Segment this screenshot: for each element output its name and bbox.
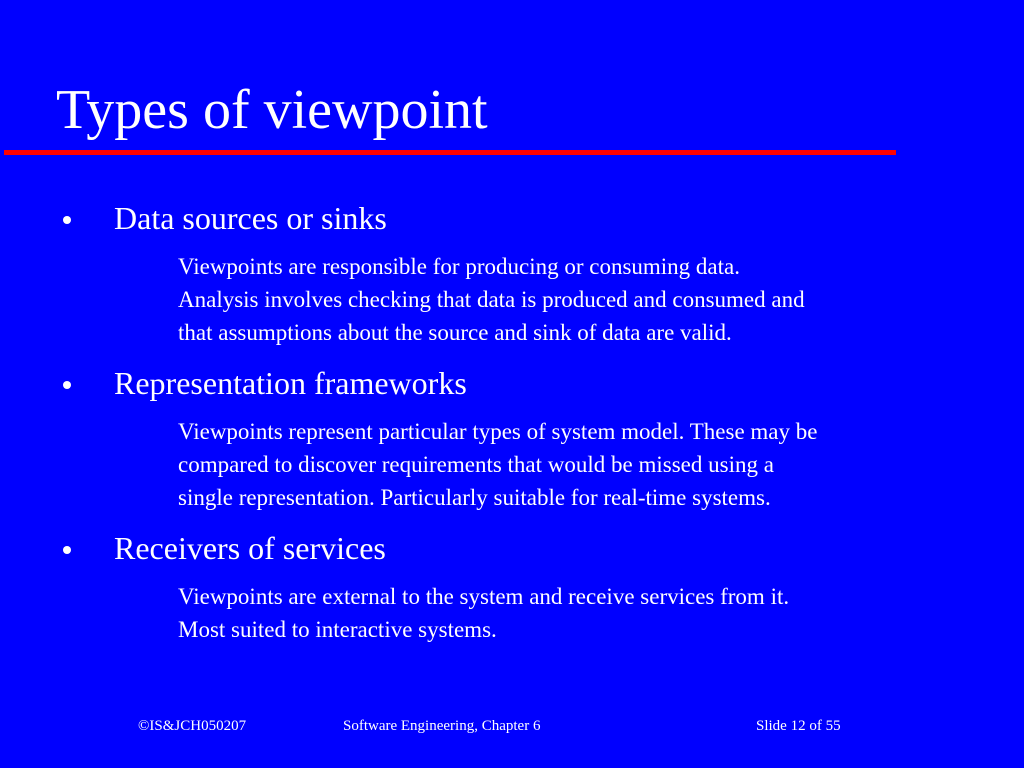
description-line: that assumptions about the source and sink of data are valid. — [178, 320, 732, 345]
bullet-dot-icon — [63, 381, 71, 389]
bullet-dot-icon — [63, 546, 71, 554]
footer-course: Software Engineering, Chapter 6 — [343, 718, 541, 734]
bullet-item-receivers-of-services — [0, 528, 1024, 646]
description-line: Viewpoints are external to the system and receive services from it. — [178, 584, 790, 609]
description-line: Viewpoints represent particular types of system model. These may be — [178, 419, 818, 444]
footer-copyright: ©IS&JCH050207 — [138, 718, 247, 734]
bullet-label: Receivers of services — [114, 530, 386, 566]
bullet-head — [0, 198, 1024, 240]
slide-title: Types of viewpoint — [56, 79, 488, 141]
bullet-description — [178, 250, 978, 349]
bullet-dot-icon — [63, 216, 71, 224]
bullet-head — [0, 528, 1024, 570]
bullet-label: Data sources or sinks — [114, 200, 387, 236]
bullet-item-representation-frameworks — [0, 363, 1024, 514]
bullet-list — [0, 198, 1024, 660]
bullet-description — [178, 580, 978, 646]
bullet-description — [178, 415, 978, 514]
description-line: single representation. Particularly suitable for real-time systems. — [178, 485, 771, 510]
description-line: compared to discover requirements that would be missed using a — [178, 452, 774, 477]
title-underline-rule — [4, 150, 896, 155]
bullet-item-data-sources — [0, 198, 1024, 349]
description-line: Analysis involves checking that data is produced and consumed and — [178, 287, 805, 312]
bullet-label: Representation frameworks — [114, 365, 467, 401]
description-line: Viewpoints are responsible for producing or consuming data. — [178, 254, 740, 279]
bullet-head — [0, 363, 1024, 405]
footer-slide-number: Slide 12 of 55 — [756, 718, 841, 734]
description-line: Most suited to interactive systems. — [178, 617, 497, 642]
